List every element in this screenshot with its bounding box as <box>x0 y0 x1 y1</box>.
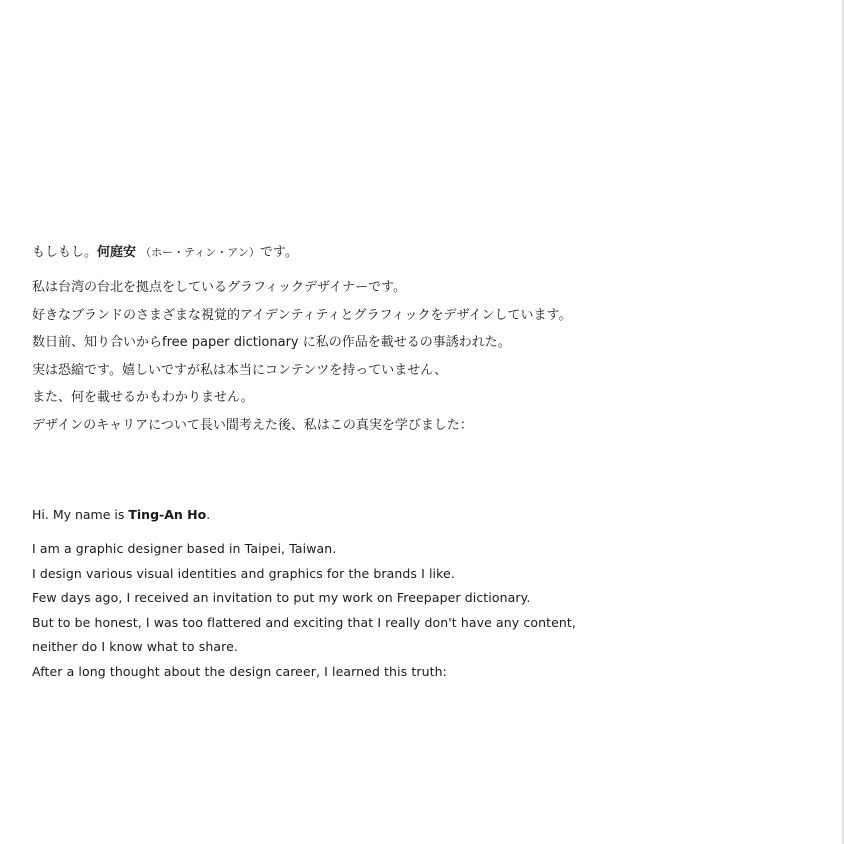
english-greeting-prefix: Hi. My name is <box>32 507 129 522</box>
english-greeting <box>32 503 576 527</box>
english-section <box>32 503 576 684</box>
english-line: But to be honest, I was too flattered and exciting that I really don't have any content, <box>32 614 577 630</box>
japanese-line: 好きなブランドのさまざまな視覚的アイデンティティとグラフィックをデザインしています。 <box>32 307 572 323</box>
english-line: After a long thought about the design career, I learned this truth: <box>32 663 447 679</box>
english-line: neither do I know what to share. <box>32 639 238 654</box>
english-line: I design various visual identities and graphics for the brands I like. <box>32 565 455 581</box>
english-name: Ting-An Ho <box>128 507 207 522</box>
japanese-line: 私は台湾の台北を拠点をしているグラフィックデザイナーです。 <box>32 280 407 295</box>
japanese-name-reading: （ホー・ティン・アン） <box>140 246 260 259</box>
english-body <box>32 537 576 684</box>
english-line: I am a graphic designer based in Taipei, Taiwan. <box>32 541 337 556</box>
japanese-section <box>32 240 572 439</box>
english-line: Few days ago, I received an invitation to put my work on Freepaper dictionary. <box>32 590 531 605</box>
japanese-line: 数日前、知り合いからfree paper dictionary に私の作品を載せるの事誘われた。 <box>32 335 511 350</box>
japanese-line: 実は恐縮です。嬉しいですが私は本当にコンテンツを持っていません、 <box>32 362 448 378</box>
japanese-line: デザインのキャリアについて長い間考えた後、私はこの真実を学びました： <box>32 417 473 433</box>
english-greeting-suffix: . <box>206 507 211 522</box>
japanese-line: また、何を載せるかもわかりません。 <box>32 390 254 405</box>
japanese-greeting-prefix: もしもし。 <box>32 245 98 260</box>
japanese-body <box>32 274 572 439</box>
japanese-name: 何庭安 <box>97 245 137 260</box>
japanese-greeting-suffix: です。 <box>259 245 298 260</box>
japanese-greeting <box>32 240 572 266</box>
